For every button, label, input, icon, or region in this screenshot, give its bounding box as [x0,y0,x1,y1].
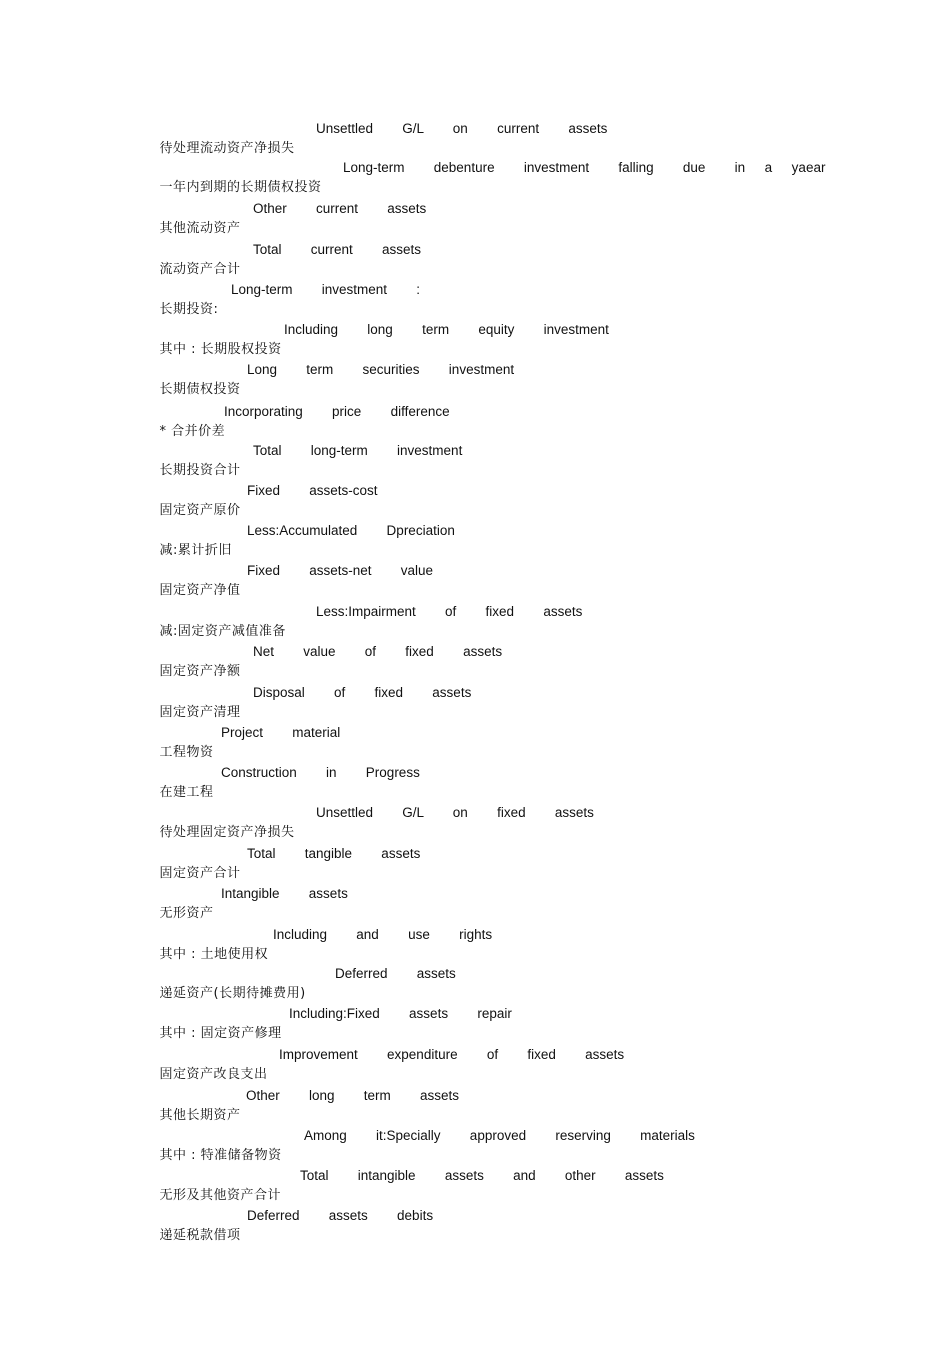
glossary-row [143,1045,625,1082]
glossary-row [143,1126,695,1163]
chinese-term: 减:累计折旧 [159,543,232,558]
glossary-row [143,803,594,840]
chinese-term: * 合并价差 [159,424,226,439]
english-term: Net value of fixed assets [253,644,503,659]
english-term: Total intangible assets and other assets [300,1168,664,1183]
english-term: Long term securities investment [247,362,515,377]
glossary-row [143,441,463,478]
glossary-row [143,763,420,800]
glossary-row [143,1086,460,1123]
chinese-term: 递延税款借项 [159,1228,241,1243]
english-term: Other long term assets [246,1088,460,1103]
chinese-term: 一年内到期的长期债权投资 [159,180,322,195]
chinese-term: 长期投资: [159,302,219,317]
glossary-row [143,683,472,720]
chinese-term: 其中 : 特准储备物资 [159,1148,282,1163]
chinese-term: 长期投资合计 [159,463,241,478]
chinese-term: 固定资产净值 [159,583,241,598]
glossary-row [143,602,583,639]
chinese-term: 其中 : 固定资产修理 [159,1026,282,1041]
english-term: Unsettled G/L on current assets [316,121,608,136]
english-term: Improvement expenditure of fixed assets [279,1047,625,1062]
english-term: Long-term investment : [231,282,421,297]
chinese-term: 工程物资 [159,745,214,760]
glossary-row [143,158,826,195]
english-term: Including:Fixed assets repair [289,1006,512,1021]
chinese-term: 固定资产清理 [159,705,241,720]
chinese-term: 待处理流动资产净损失 [159,141,295,156]
chinese-term: 流动资产合计 [159,262,241,277]
chinese-term: 固定资产改良支出 [159,1067,268,1082]
english-term: Among it:Specially approved reserving materials [304,1128,695,1143]
glossary-row [143,240,422,277]
glossary-row [143,884,348,921]
glossary-row [143,360,515,397]
chinese-term: 其他流动资产 [159,221,241,236]
glossary-row [143,723,341,760]
english-term: Deferred assets debits [247,1208,434,1223]
english-term: Total current assets [253,242,422,257]
glossary-row [143,280,421,317]
english-term: Project material [221,725,341,740]
english-term: Fixed assets-net value [247,563,434,578]
english-term: Less:Accumulated Dpreciation [247,523,455,538]
english-term: Deferred assets [335,966,456,981]
glossary-row [143,521,455,558]
glossary-row [143,119,608,156]
chinese-term: 其中 : 土地使用权 [159,947,269,962]
english-term: Construction in Progress [221,765,420,780]
chinese-term: 减:固定资产减值准备 [159,624,286,639]
english-term: Less:Impairment of fixed assets [316,604,583,619]
english-term: Unsettled G/L on fixed assets [316,805,594,820]
chinese-term: 固定资产净额 [159,664,241,679]
english-term: Disposal of fixed assets [253,685,472,700]
english-term: Long-term debenture investment falling due in a yaear [343,160,826,175]
chinese-term: 待处理固定资产净损失 [159,825,295,840]
english-term: Intangible assets [221,886,348,901]
glossary-row [143,1166,664,1203]
glossary-row [143,844,421,881]
chinese-term: 固定资产原价 [159,503,241,518]
glossary-row [143,561,434,598]
glossary-row [143,402,450,439]
glossary-row [143,320,609,357]
english-term: Other current assets [253,201,427,216]
english-term: Including long term equity investment [284,322,609,337]
chinese-term: 无形及其他资产合计 [159,1188,282,1203]
english-term: Incorporating price difference [224,404,450,419]
chinese-term: 其中 : 长期股权投资 [159,342,282,357]
chinese-term: 其他长期资产 [159,1108,241,1123]
chinese-term: 无形资产 [159,906,214,921]
english-term: Including and use rights [273,927,493,942]
glossary-row [143,199,427,236]
english-term: Total long-term investment [253,443,463,458]
glossary-row [143,1206,434,1243]
glossary-row [143,925,493,962]
chinese-term: 在建工程 [159,785,214,800]
chinese-term: 递延资产(长期待摊费用) [159,986,306,1001]
glossary-row [143,642,503,679]
chinese-term: 长期债权投资 [159,382,241,397]
chinese-term: 固定资产合计 [159,866,241,881]
glossary-row [143,481,378,518]
glossary-row [143,1004,512,1041]
english-term: Fixed assets-cost [247,483,378,498]
glossary-row [143,964,456,1001]
english-term: Total tangible assets [247,846,421,861]
